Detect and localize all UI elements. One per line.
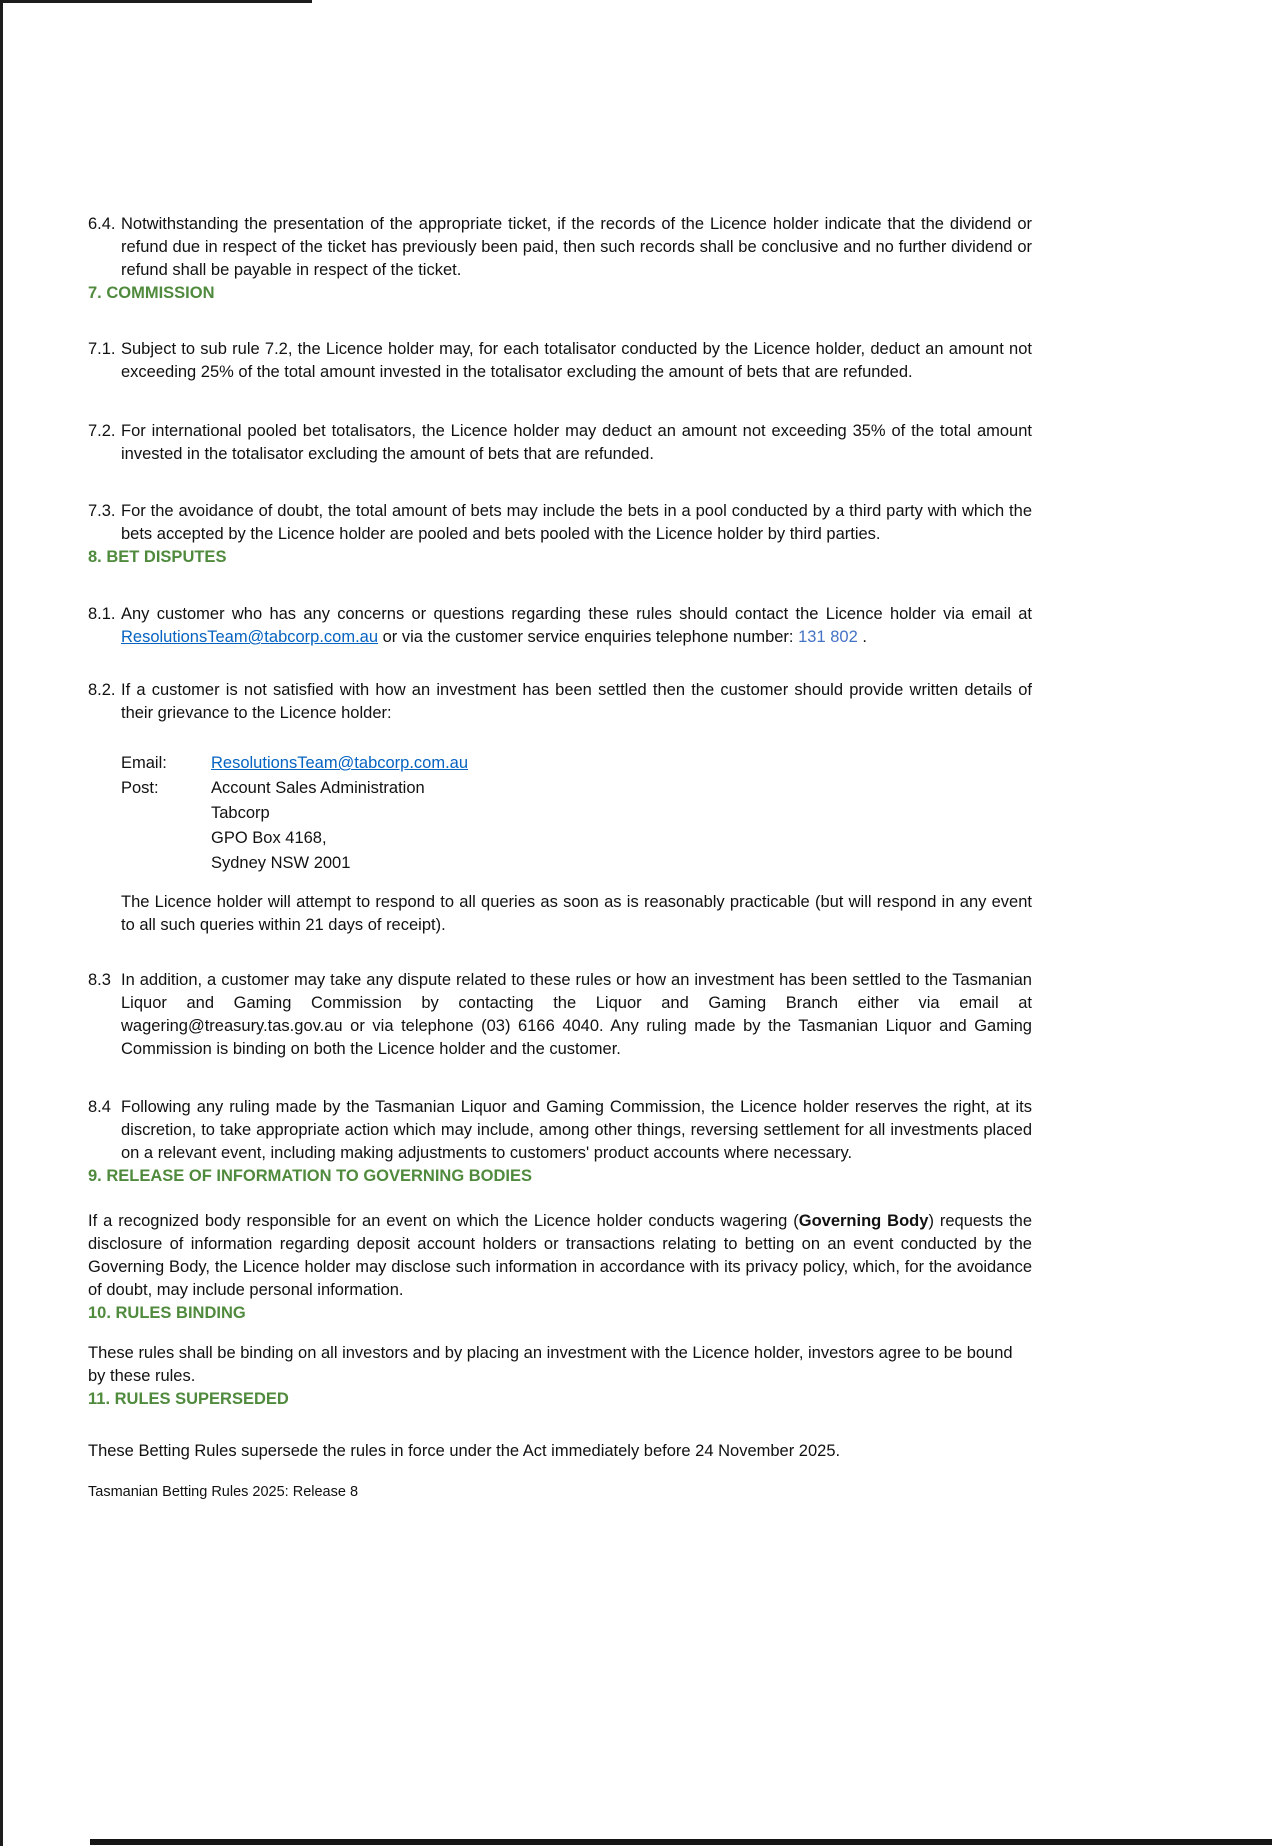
page-edge-left — [0, 0, 3, 1846]
section-heading-release-of-information: 9. RELEASE OF INFORMATION TO GOVERNING BODIES — [88, 1167, 533, 1185]
section-heading-rules-superseded: 11. RULES SUPERSEDED — [88, 1390, 289, 1408]
rule-6-4-number: 6.4. — [88, 215, 116, 233]
rule-8-3-paragraph — [88, 969, 1032, 1061]
contact-post-row — [121, 826, 1032, 851]
rule-6-4-paragraph — [88, 213, 1032, 282]
customer-service-phone-link[interactable]: 131 802 — [798, 628, 858, 646]
rule-8-3-text: In addition, a customer may take any dispute related to these rules or how an investment has been settled to the Tasmanian Liquor and Gaming Commission by contacting the Liquor and Gaming Branch either via email at wagering@treasury.tas.gov.au or via telephone (03) 6166 4040. Any ruling made by the Tasmanian Liquor and Gaming Commission is binding on both the Licence holder and the customer. — [121, 971, 1032, 1058]
rule-8-4-text: Following any ruling made by the Tasmanian Liquor and Gaming Commission, the Licence holder reserves the right, at its discretion, to take appropriate action which may include, among other things, reversing settlement for all investments placed on a relevant event, including making adjustments to customers' product accounts where necessary. — [121, 1098, 1032, 1162]
contact-email-row — [121, 751, 1032, 776]
rules-superseded-paragraph: These Betting Rules supersede the rules in force under the Act immediately before 24 November 2025. — [88, 1442, 841, 1460]
rule-8-1-paragraph — [88, 603, 1032, 649]
contact-post-row — [121, 801, 1032, 826]
rule-7-1-paragraph — [88, 338, 1032, 384]
section-heading-commission: 7. COMMISSION — [88, 284, 215, 302]
rule-8-1-text-mid: or via the customer service enquiries telephone number: — [378, 628, 799, 646]
contact-details-block — [121, 751, 1032, 876]
resolutions-team-email-link[interactable]: ResolutionsTeam@tabcorp.com.au — [121, 628, 379, 646]
footer-release-label: Tasmanian Betting Rules 2025: Release 8 — [88, 1484, 359, 1500]
release-paragraph-post: ) requests the disclosure of information regarding deposit account holders or transactions relating to betting on an event conducted by the Governing Body, the Licence holder may disclose such information in accordance with its privacy policy, which, for the avoidance of doubt, may include personal information. — [88, 1212, 1032, 1299]
rule-8-4-paragraph — [88, 1096, 1032, 1165]
rule-8-1-text-pre: Any customer who has any concerns or questions regarding these rules should contact the Licence holder via email at — [121, 605, 1032, 623]
contact-post-line-3: GPO Box 4168, — [211, 829, 327, 847]
document-body — [88, 213, 1032, 1502]
rule-8-1-number: 8.1. — [88, 605, 116, 623]
rule-8-4-number: 8.4 — [88, 1098, 111, 1116]
page-edge-top — [0, 0, 312, 3]
section-heading-bet-disputes: 8. BET DISPUTES — [88, 548, 227, 566]
contact-post-line-4: Sydney NSW 2001 — [211, 854, 351, 872]
rule-7-3-number: 7.3. — [88, 502, 116, 520]
rule-7-1-number: 7.1. — [88, 340, 116, 358]
rule-6-4-text: Notwithstanding the presentation of the appropriate ticket, if the records of the Licence holder indicate that the dividend or refund due in respect of the ticket has previously been paid, then such records shall be conclusive and no further dividend or refund shall be payable in respect of the ticket. — [121, 215, 1032, 279]
contact-email-label: Email: — [121, 754, 167, 772]
contact-post-row — [121, 776, 1032, 801]
rule-8-1-text — [121, 603, 1032, 649]
rule-7-2-paragraph — [88, 420, 1032, 466]
contact-email-link[interactable]: ResolutionsTeam@tabcorp.com.au — [211, 754, 469, 772]
rule-7-3-text: For the avoidance of doubt, the total amount of bets may include the bets in a pool conducted by a third party with which the bets accepted by the Licence holder are pooled and bets pooled with the Licence holder by third parties. — [121, 502, 1032, 543]
page-edge-bottom — [90, 1839, 1272, 1845]
governing-body-bold-term: Governing Body — [798, 1212, 929, 1230]
rule-7-3-paragraph — [88, 500, 1032, 546]
rule-8-2-number: 8.2. — [88, 681, 116, 699]
release-paragraph-pre: If a recognized body responsible for an event on which the Licence holder conducts wagering ( — [88, 1212, 799, 1230]
section-heading-rules-binding: 10. RULES BINDING — [88, 1304, 246, 1322]
release-of-information-paragraph — [88, 1210, 1032, 1302]
rule-8-2-paragraph — [88, 679, 1032, 725]
contact-post-row — [121, 851, 1032, 876]
contact-post-line-1: Account Sales Administration — [211, 779, 425, 797]
contact-post-line-2: Tabcorp — [211, 804, 270, 822]
response-time-paragraph: The Licence holder will attempt to respond to all queries as soon as is reasonably practicable (but will respond in any event to all such queries within 21 days of receipt). — [121, 893, 1032, 934]
rule-8-1-text-post: . — [857, 628, 867, 646]
rule-7-1-text: Subject to sub rule 7.2, the Licence holder may, for each totalisator conducted by the Licence holder, deduct an amount not exceeding 25% of the total amount invested in the totalisator excluding the amount of bets that are refunded. — [121, 340, 1032, 381]
rule-8-3-number: 8.3 — [88, 971, 111, 989]
rule-8-2-text: If a customer is not satisfied with how an investment has been settled then the customer should provide written details of their grievance to the Licence holder: — [121, 681, 1032, 722]
rule-7-2-number: 7.2. — [88, 422, 116, 440]
contact-post-label: Post: — [121, 779, 159, 797]
rules-binding-paragraph: These rules shall be binding on all investors and by placing an investment with the Licence holder, investors agree to be bound by these rules. — [88, 1344, 1013, 1385]
rule-7-2-text: For international pooled bet totalisators, the Licence holder may deduct an amount not exceeding 35% of the total amount invested in the totalisator excluding the amount of bets that are refunded. — [121, 422, 1032, 463]
